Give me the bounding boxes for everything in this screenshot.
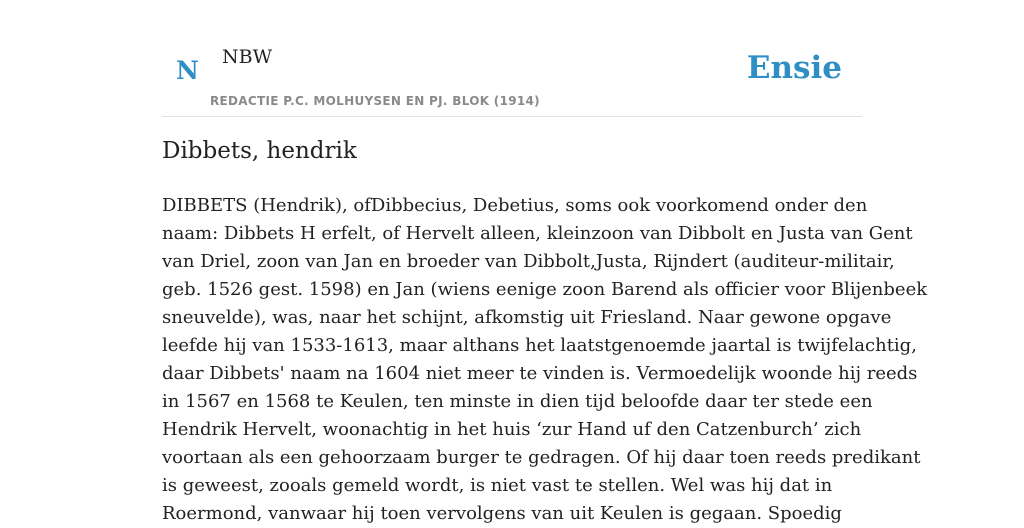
source-subtitle: REDACTIE P.C. MOLHUYSEN EN PJ. BLOK (1914) <box>210 94 540 108</box>
article-line: Roermond, vanwaar hij toen vervolgens van uit Keulen is gegaan. Spoedig <box>162 503 842 524</box>
article-line: leefde hij van 1533-1613, maar althans het laatstgenoemde jaartal is twijfelachtig, <box>162 335 917 356</box>
article-line: voortaan als een gehoorzaam burger te gedragen. Of hij daar toen reeds predikant <box>162 447 921 468</box>
article-line: Hendrik Hervelt, woonachtig in het huis ‘zur Hand uf den Catzenburch’ zich <box>162 419 862 440</box>
article-line: geb. 1526 gest. 1598) en Jan (wiens eenige zoon Barend als officier voor Blijenbeek <box>162 279 928 300</box>
page-title: Dibbets, hendrik <box>162 138 357 164</box>
article-line: daar Dibbets' naam na 1604 niet meer te vinden is. Vermoedelijk woonde hij reeds <box>162 363 918 384</box>
article-line: naam: Dibbets H erfelt, of Hervelt alleen, kleinzoon van Dibbolt en Justa van Gent <box>162 223 913 244</box>
article-line: DIBBETS (Hendrik), ofDibbecius, Debetius, soms ook voorkomend onder den <box>162 195 868 216</box>
article-line: is geweest, zooals gemeld wordt, is niet vast te stellen. Wel was hij dat in <box>162 475 833 496</box>
source-logo[interactable]: N <box>176 56 199 85</box>
article-line: van Driel, zoon van Jan en broeder van Dibbolt,Justa, Rijndert (auditeur-militair, <box>162 251 895 272</box>
article-body <box>162 192 928 528</box>
source-title[interactable]: NBW <box>222 46 273 68</box>
article-line: in 1567 en 1568 te Keulen, ten minste in dien tijd beloofde daar ter stede een <box>162 391 873 412</box>
brand-logo[interactable]: Ensie <box>746 50 842 86</box>
article-line: sneuvelde), was, naar het schijnt, afkomstig uit Friesland. Naar gewone opgave <box>162 307 892 328</box>
header <box>162 0 862 117</box>
